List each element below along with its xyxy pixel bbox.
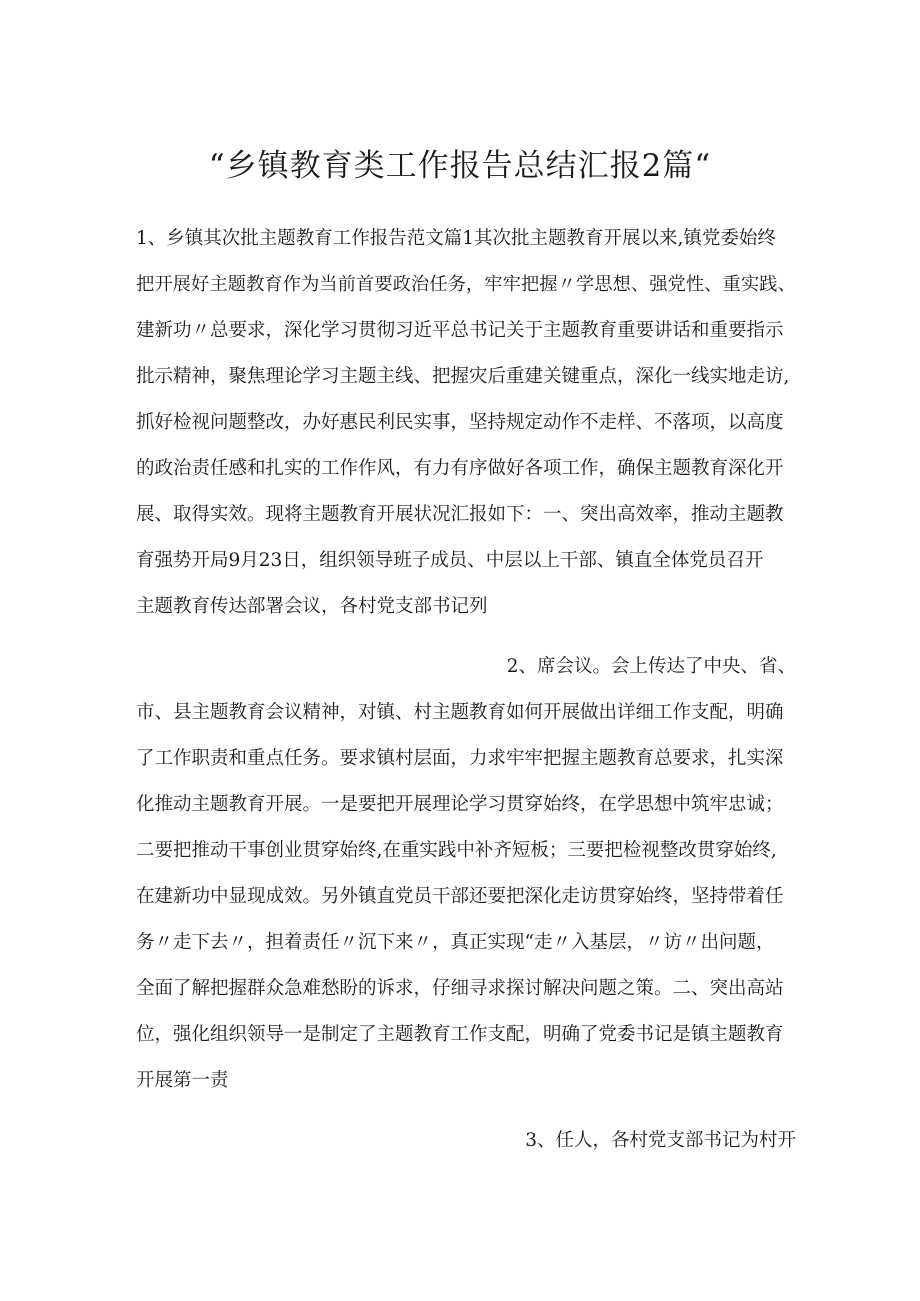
paragraph-line: 抓好检视问题整改，办好惠民利民实事，坚持规定动作不走样、不落项，以高度 — [136, 412, 784, 433]
paragraph-line: 的政治责任感和扎实的工作作风，有力有序做好各项工作，确保主题教育深化开 — [136, 458, 784, 479]
paragraph-line: 把开展好主题教育作为当前首要政治任务，牢牢把握〃学思想、强党性、重实践、 — [136, 274, 796, 295]
paragraph-line: 位，强化组织领导一是制定了主题教育工作支配，明确了党委书记是镇主题教育 — [136, 1024, 784, 1045]
paragraph-line: 建新功〃总要求，深化学习贯彻习近平总书记关于主题教育重要讲话和重要指示 — [136, 320, 784, 341]
document-title: “乡镇教育类工作报告总结汇报2篇“ — [208, 148, 712, 184]
paragraph-line: 务〃走下去〃，担着责任〃沉下来〃，真正实现“走〃入基层，〃访〃出问题， — [136, 932, 775, 953]
paragraph-line: 主题教育传达部署会议，各村党支部书记列 — [136, 596, 488, 617]
paragraph-line: 育强势开局9月23日，组织领导班子成员、中层以上干部、镇直全体党员召开 — [136, 550, 764, 571]
paragraph-line: 市、县主题教育会议精神，对镇、村主题教育如何开展做出详细工作支配，明确 — [136, 702, 784, 723]
section-3-start-line: 3、任人，各村党支部书记为村开 — [525, 1130, 796, 1151]
paragraph-line: 全面了解把握群众急难愁盼的诉求，仔细寻求探讨解决问题之策。二、突出高站 — [136, 978, 784, 999]
paragraph-line: 展、取得实效。现将主题教育开展状况汇报如下：一、突出高效率，推动主题教 — [136, 504, 784, 525]
section-2-start-line: 2、席会议。会上传达了中央、省、 — [506, 656, 796, 677]
paragraph-line: 批示精神，聚焦理论学习主题主线、把握灾后重建关键重点，深化一线实地走访, — [136, 366, 790, 387]
paragraph-line: 了工作职责和重点任务。要求镇村层面，力求牢牢把握主题教育总要求，扎实深 — [136, 748, 784, 769]
paragraph-line: 在建新功中显现成效。另外镇直党员干部还要把深化走访贯穿始终，坚持带着任 — [136, 886, 784, 907]
paragraph-line: 1、乡镇其次批主题教育工作报告范文篇1其次批主题教育开展以来,镇党委始终 — [136, 228, 776, 249]
paragraph-line: 二要把推动干事创业贯穿始终,在重实践中补齐短板；三要把检视整改贯穿始终, — [136, 840, 777, 861]
paragraph-line: 化推动主题教育开展。一是要把开展理论学习贯穿始终，在学思想中筑牢忠诚； — [136, 794, 784, 815]
paragraph-line: 开展第一责 — [136, 1070, 229, 1091]
